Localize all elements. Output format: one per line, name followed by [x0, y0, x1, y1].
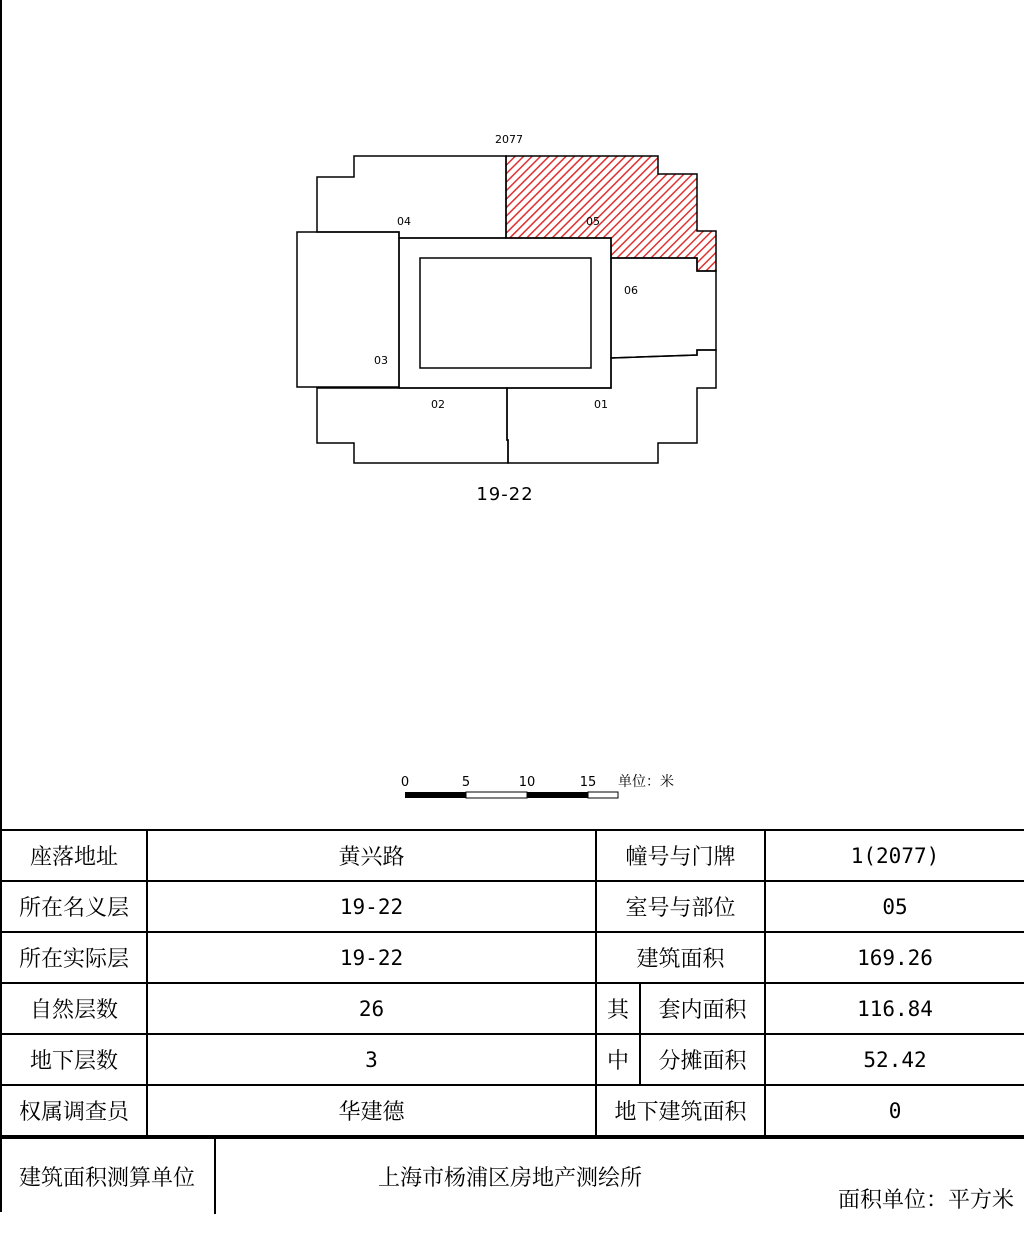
address-label: 座落地址	[1, 830, 147, 881]
scale-tick-15: 15	[579, 775, 597, 790]
table-row	[1, 1085, 1024, 1136]
table-row	[1, 881, 1024, 932]
surveyor-label: 权属调查员	[1, 1085, 147, 1136]
table-row	[1, 983, 1024, 1034]
unit-05-label: 05	[586, 215, 600, 228]
room-label: 室号与部位	[596, 881, 765, 932]
table-row	[1, 1034, 1024, 1085]
build-area-value: 169.26	[765, 932, 1024, 983]
calc-unit-label: 建筑面积测算单位	[0, 1139, 216, 1214]
inner-area-value: 116.84	[765, 983, 1024, 1034]
scale-segment-2	[466, 792, 527, 798]
unit-04-label: 04	[397, 215, 411, 228]
inner-area-label: 套内面积	[640, 983, 765, 1034]
survey-org-name: 上海市杨浦区房地产测绘所	[377, 1166, 642, 1191]
floor-label: 19-22	[476, 484, 534, 505]
scale-unit-label: 单位：米	[618, 774, 674, 790]
scale-segment-1	[405, 792, 466, 798]
address-value: 黄兴路	[147, 830, 596, 881]
unit-06-label: 06	[624, 284, 638, 297]
scale-tick-0: 0	[400, 775, 410, 790]
unit-03-label: 03	[374, 354, 388, 367]
natural-floors-label: 自然层数	[1, 983, 147, 1034]
property-info-table	[0, 829, 1024, 1137]
shared-area-value: 52.42	[765, 1034, 1024, 1085]
of-which-char-2: 中	[596, 1034, 640, 1085]
build-area-label: 建筑面积	[596, 932, 765, 983]
building-no-value: 1(2077)	[765, 830, 1024, 881]
table-row	[1, 830, 1024, 881]
of-which-char-1: 其	[596, 983, 640, 1034]
underground-area-label: 地下建筑面积	[596, 1085, 765, 1136]
actual-floor-value: 19-22	[147, 932, 596, 983]
shared-area-label: 分摊面积	[640, 1034, 765, 1085]
area-unit-label: 面积单位：平方米	[837, 1188, 1014, 1213]
underground-floors-label: 地下层数	[1, 1034, 147, 1085]
unit-02-label: 02	[431, 398, 445, 411]
natural-floors-value: 26	[147, 983, 596, 1034]
underground-area-value: 0	[765, 1085, 1024, 1136]
actual-floor-label: 所在实际层	[1, 932, 147, 983]
table-row	[1, 932, 1024, 983]
underground-floors-value: 3	[147, 1034, 596, 1085]
scale-tick-10: 10	[518, 775, 536, 790]
surveyor-value: 华建德	[147, 1085, 596, 1136]
nominal-floor-value: 19-22	[147, 881, 596, 932]
nominal-floor-label: 所在名义层	[1, 881, 147, 932]
building-no-label: 幢号与门牌	[596, 830, 765, 881]
scale-segment-3	[527, 792, 588, 798]
scale-tick-5: 5	[461, 775, 471, 790]
building-number-label: 2077	[495, 133, 523, 146]
unit-01-label: 01	[594, 398, 608, 411]
room-value: 05	[765, 881, 1024, 932]
footer-row	[0, 1137, 1024, 1214]
scale-segment-4	[588, 792, 618, 798]
